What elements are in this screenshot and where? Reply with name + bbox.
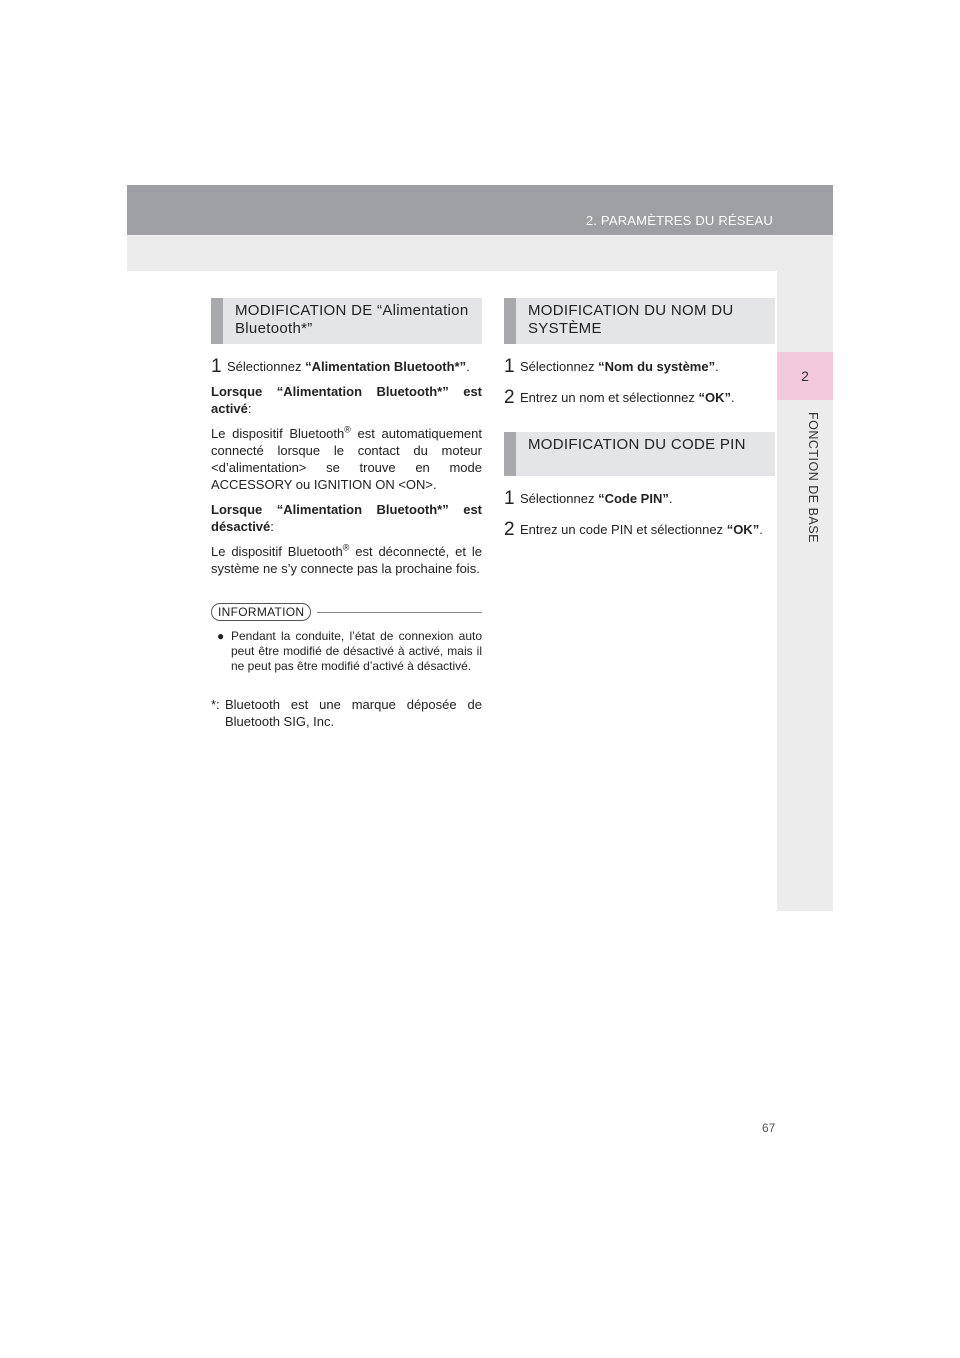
footnote-mark: *: — [211, 697, 220, 712]
chapter-title: 2. PARAMÈTRES DU RÉSEAU — [585, 213, 773, 228]
information-text: Pendant la conduite, l’état de connexion auto peut être modifié de désactivé à activé, mais il ne peut pas être modifié d’activé à désactivé. — [231, 629, 482, 673]
step-number: 2 — [504, 387, 515, 408]
step-text: Entrez un nom et sélectionnez “OK”. — [520, 390, 735, 405]
step-1 — [211, 358, 482, 375]
right-column — [504, 298, 775, 538]
bullet-icon: ● — [217, 629, 225, 643]
section-heading-bluetooth-power: MODIFICATION DE “Alimentation Bluetooth*” — [211, 298, 482, 344]
deactivated-description: Le dispositif Bluetooth® est déconnecté, et le système ne s’y connecte pas la prochaine fois. — [211, 542, 482, 576]
deactivated-heading: Lorsque “Alimentation Bluetooth*” est désactivé: — [211, 502, 482, 534]
step-number: 1 — [211, 356, 222, 377]
information-divider — [317, 612, 482, 613]
header-band — [127, 185, 833, 235]
step-1 — [504, 490, 775, 507]
step-2 — [504, 521, 775, 538]
step-text: Entrez un code PIN et sélectionnez “OK”. — [520, 522, 763, 537]
left-column — [211, 298, 482, 730]
section-heading-pin-code: MODIFICATION DU CODE PIN — [504, 432, 775, 476]
step-text: Sélectionnez “Alimentation Bluetooth*”. — [227, 359, 470, 374]
step-number: 1 — [504, 488, 515, 509]
activated-heading: Lorsque “Alimentation Bluetooth*” est activé: — [211, 384, 482, 416]
step-number: 1 — [504, 356, 515, 377]
step-text: Sélectionnez “Nom du système”. — [520, 359, 719, 374]
footnote-text: Bluetooth est une marque déposée de Bluetooth SIG, Inc. — [225, 697, 482, 729]
step-2 — [504, 389, 775, 406]
step-text: Sélectionnez “Code PIN”. — [520, 491, 673, 506]
footnote — [211, 696, 482, 730]
information-item — [211, 629, 482, 674]
activated-description: Le dispositif Bluetooth® est automatiquement connecté lorsque le contact du moteur <d’alimentation> se trouve en mode ACCESSORY ou IGNITION ON <ON>. — [211, 424, 482, 492]
information-badge: INFORMATION — [211, 603, 311, 621]
side-tab-number: 2 — [777, 352, 833, 400]
section-heading-system-name: MODIFICATION DU NOM DU SYSTÈME — [504, 298, 775, 344]
page-number: 67 — [762, 1121, 776, 1135]
side-tab-label: FONCTION DE BASE — [806, 412, 820, 543]
step-1 — [504, 358, 775, 375]
header-subband — [127, 235, 833, 271]
step-number: 2 — [504, 519, 515, 540]
information-box — [211, 603, 482, 674]
